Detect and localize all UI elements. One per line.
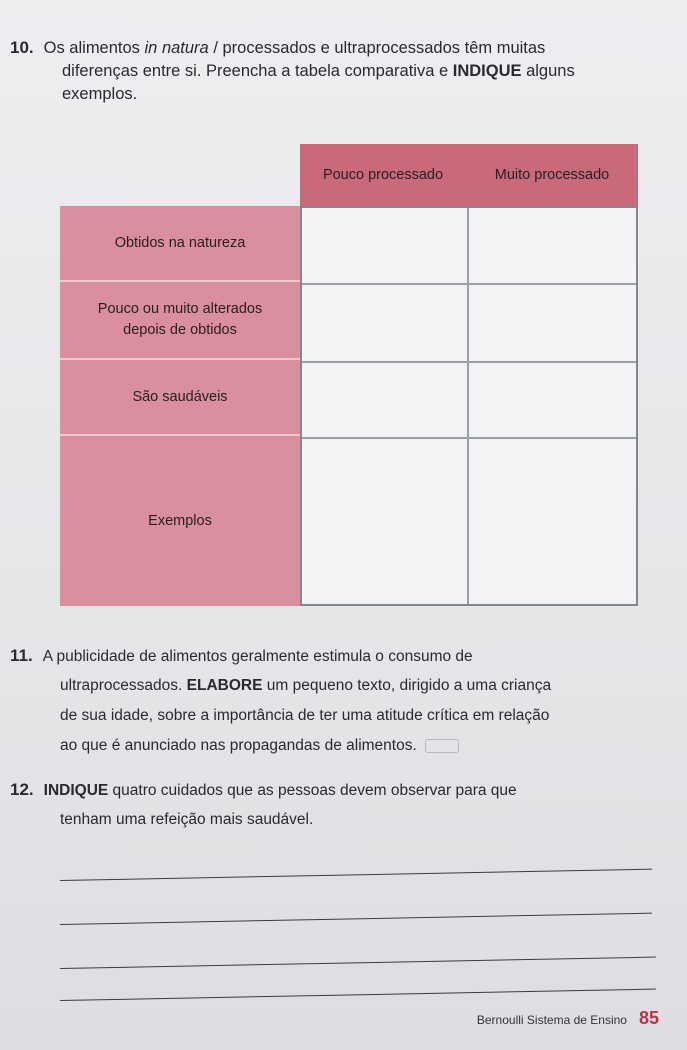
table-header-row [300,144,638,206]
answer-cell[interactable] [300,284,468,362]
activity-stamp-icon [425,739,459,753]
page-footer [477,1008,659,1029]
row-label-exemplos: Exemplos [60,436,300,606]
page-number: 85 [638,1008,659,1028]
header-pouco-processado: Pouco processado [322,167,444,183]
answer-cell[interactable] [300,206,468,284]
answer-cell[interactable] [300,362,468,438]
answer-cell[interactable] [468,284,638,362]
answer-line[interactable] [60,957,656,969]
answer-cell[interactable] [468,206,638,284]
publisher-name: Bernoulli Sistema de Ensino [476,1013,627,1027]
question-10: 10. Os alimentos in natura / processados e ultraprocessados têm muitas diferenças entre si. Preencha a tabela comparativa e INDIQUE alguns exemplos. [10,38,575,103]
question-number: 12. [10,780,34,799]
answer-line[interactable] [60,869,652,881]
question-number: 10. [10,38,34,57]
header-muito-processado: Muito processado [494,167,610,183]
question-12: 12. INDIQUE quatro cuidados que as pessoas devem observar para que tenham uma refeição mais saudável. [10,780,517,828]
question-11: 11. A publicidade de alimentos geralmente estimula o consumo de ultraprocessados. ELABORE um pequeno texto, dirigido a uma criança de sua idade, sobre a importância de ter uma atitude crítica em relação ao que é anunciado nas propagandas de alimentos. [10,646,552,754]
answer-cell[interactable] [300,438,468,606]
row-label-saudaveis: São saudáveis [60,360,300,436]
row-label-alterados: Pouco ou muito alterados depois de obtidos [60,282,300,360]
row-label-obtidos-natureza: Obtidos na natureza [60,206,300,282]
comparison-table [60,144,638,606]
answer-line[interactable] [60,913,652,925]
answer-cell[interactable] [468,362,638,438]
answer-line[interactable] [60,989,656,1001]
question-number: 11. [10,646,33,665]
answer-cell[interactable] [468,438,638,606]
